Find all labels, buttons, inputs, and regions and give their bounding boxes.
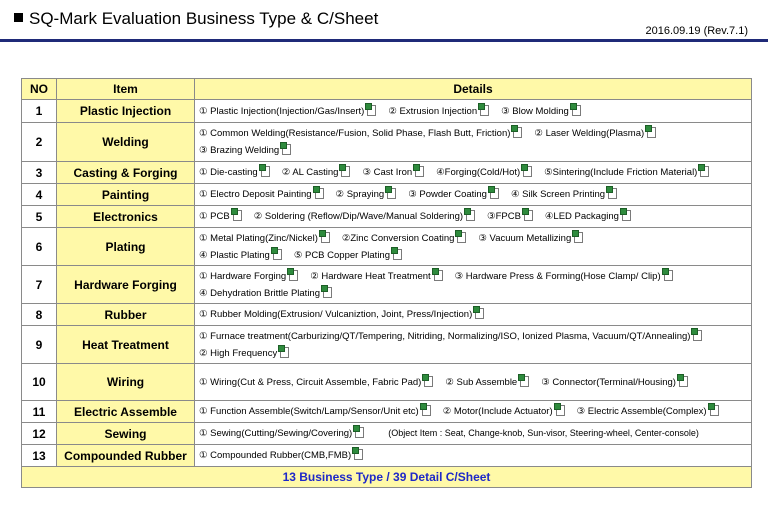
detail-item-label: ③ Brazing Welding <box>199 145 280 156</box>
excel-file-icon[interactable] <box>554 403 565 416</box>
detail-item-label: ③ Powder Coating <box>408 189 487 200</box>
detail-line <box>199 328 747 345</box>
detail-cell <box>195 206 752 228</box>
excel-file-icon[interactable] <box>313 186 324 199</box>
business-type-name: Casting & Forging <box>57 162 195 184</box>
detail-item-label: ① Metal Plating(Zinc/Nickel) <box>199 232 318 244</box>
total-summary: 13 Business Type / 39 Detail C/Sheet <box>22 467 752 488</box>
detail-cell <box>195 123 752 162</box>
detail-item-label: ③ Blow Molding <box>501 105 569 117</box>
detail-cell <box>195 401 752 423</box>
row-number: 3 <box>22 162 57 184</box>
detail-cell <box>195 184 752 206</box>
detail-item-label: ② Sub Assemble <box>445 376 518 388</box>
detail-item-label: ②Zinc Conversion Coating <box>341 232 455 244</box>
business-type-name: Heat Treatment <box>57 326 195 364</box>
row-number: 9 <box>22 326 57 364</box>
excel-file-icon[interactable] <box>488 186 499 199</box>
detail-cell <box>195 228 752 266</box>
excel-file-icon[interactable] <box>319 230 330 243</box>
detail-item-label: ⑤ PCB Copper Plating <box>293 249 391 261</box>
table-row <box>22 206 752 228</box>
excel-file-icon[interactable] <box>677 374 688 387</box>
table-header-row <box>22 79 752 100</box>
excel-file-icon[interactable] <box>353 425 364 438</box>
excel-file-icon[interactable] <box>321 285 332 298</box>
detail-line <box>199 142 747 159</box>
column-header-item: Item <box>57 79 195 100</box>
table-row <box>22 184 752 206</box>
excel-file-icon[interactable] <box>572 230 583 243</box>
detail-item-label: ② Spraying <box>335 189 385 200</box>
detail-item-label: ① Compounded Rubber(CMB,FMB) <box>199 450 352 461</box>
detail-cell <box>195 326 752 364</box>
detail-line <box>199 285 747 302</box>
table-row <box>22 228 752 266</box>
detail-line <box>199 125 747 142</box>
detail-item-label: ④LED Packaging <box>544 211 619 222</box>
detail-item-label: ① Hardware Forging <box>199 270 287 282</box>
detail-item-label: ② Motor(Include Actuator) <box>442 406 553 417</box>
detail-cell <box>195 100 752 123</box>
row-number: 1 <box>22 100 57 123</box>
excel-file-icon[interactable] <box>662 268 673 281</box>
table-row <box>22 364 752 401</box>
table-row <box>22 304 752 326</box>
detail-line <box>199 403 747 420</box>
detail-line <box>199 425 747 442</box>
row-number: 13 <box>22 445 57 467</box>
excel-file-icon[interactable] <box>422 374 433 387</box>
table-row <box>22 423 752 445</box>
detail-item-label: ③FPCB <box>487 211 521 222</box>
detail-item-label: ④ Plastic Plating <box>199 249 270 261</box>
detail-item-label: ① Electro Deposit Painting <box>199 189 312 200</box>
detail-item-label: ① Common Welding(Resistance/Fusion, Solid Phase, Flash Butt, Friction) <box>199 128 511 139</box>
detail-item-label: ③ Hardware Press & Forming(Hose Clamp/ Clip) <box>454 270 661 282</box>
detail-line <box>199 247 747 264</box>
page-title <box>14 9 378 29</box>
excel-file-icon[interactable] <box>518 374 529 387</box>
detail-line <box>199 268 747 285</box>
column-header-no: NO <box>22 79 57 100</box>
excel-file-icon[interactable] <box>606 186 617 199</box>
excel-file-icon[interactable] <box>339 164 350 177</box>
excel-file-icon[interactable] <box>708 403 719 416</box>
excel-file-icon[interactable] <box>420 403 431 416</box>
detail-item-label: ② Laser Welding(Plasma) <box>534 128 645 139</box>
excel-file-icon[interactable] <box>570 103 581 116</box>
excel-file-icon[interactable] <box>391 247 402 260</box>
square-bullet-icon <box>14 13 23 22</box>
table-row <box>22 401 752 423</box>
detail-line <box>199 374 747 391</box>
table-row <box>22 326 752 364</box>
detail-item-label: ② AL Casting <box>281 167 339 178</box>
detail-line <box>199 103 747 120</box>
excel-file-icon[interactable] <box>413 164 424 177</box>
detail-item-label: ① Die-casting <box>199 167 258 178</box>
excel-file-icon[interactable] <box>522 208 533 221</box>
detail-cell <box>195 266 752 304</box>
row-number: 7 <box>22 266 57 304</box>
business-type-name: Hardware Forging <box>57 266 195 304</box>
detail-item-label: ② Hardware Heat Treatment <box>310 270 431 282</box>
detail-item-label: ② High Frequency <box>199 347 278 359</box>
detail-item-label: ⑤Sintering(Include Friction Material) <box>544 167 698 178</box>
detail-line <box>199 208 747 225</box>
detail-item-label: ① Sewing(Cutting/Sewing/Covering) <box>199 428 353 439</box>
detail-cell <box>195 364 752 401</box>
excel-file-icon[interactable] <box>645 125 656 138</box>
detail-cell <box>195 304 752 326</box>
row-number: 6 <box>22 228 57 266</box>
detail-item-label: ④ Dehydration Brittle Plating <box>199 287 320 299</box>
excel-file-icon[interactable] <box>385 186 396 199</box>
excel-file-icon[interactable] <box>287 268 298 281</box>
detail-line <box>199 230 747 247</box>
excel-file-icon[interactable] <box>464 208 475 221</box>
detail-item-label: ④ Silk Screen Printing <box>510 189 606 200</box>
table-row <box>22 445 752 467</box>
excel-file-icon[interactable] <box>473 306 484 319</box>
excel-file-icon[interactable] <box>271 247 282 260</box>
row-number: 11 <box>22 401 57 423</box>
business-type-name: Compounded Rubber <box>57 445 195 467</box>
excel-file-icon[interactable] <box>691 328 702 341</box>
total-row <box>22 467 752 488</box>
detail-item-label: ② Soldering (Reflow/Dip/Wave/Manual Soldering) <box>253 211 464 222</box>
excel-file-icon[interactable] <box>365 103 376 116</box>
detail-item-label: ③ Cast Iron <box>362 167 413 178</box>
detail-line <box>199 447 747 464</box>
table-row <box>22 162 752 184</box>
business-type-name: Sewing <box>57 423 195 445</box>
detail-item-label: ③ Connector(Terminal/Housing) <box>541 376 676 388</box>
business-type-name: Electronics <box>57 206 195 228</box>
business-type-name: Painting <box>57 184 195 206</box>
excel-file-icon[interactable] <box>352 447 363 460</box>
detail-item-label: ③ Electric Assemble(Complex) <box>576 406 707 417</box>
page-title-text: SQ-Mark Evaluation Business Type & C/Sheet <box>29 9 379 28</box>
object-item-note: (Object Item : Seat, Change-knob, Sun-visor, Steering-wheel, Center-console) <box>388 428 699 438</box>
excel-file-icon[interactable] <box>259 164 270 177</box>
title-divider <box>0 39 768 42</box>
row-number: 5 <box>22 206 57 228</box>
detail-item-label: ① Plastic Injection(Injection/Gas/Insert) <box>199 105 365 117</box>
detail-line <box>199 306 747 323</box>
detail-item-label: ① Function Assemble(Switch/Lamp/Sensor/Unit etc) <box>199 406 419 417</box>
detail-item-label: ② Extrusion Injection <box>388 105 478 117</box>
table-row <box>22 100 752 123</box>
row-number: 8 <box>22 304 57 326</box>
business-type-name: Wiring <box>57 364 195 401</box>
revision-date: 2016.09.19 (Rev.7.1) <box>645 25 748 37</box>
business-type-name: Plating <box>57 228 195 266</box>
excel-file-icon[interactable] <box>478 103 489 116</box>
detail-item-label: ④Forging(Cold/Hot) <box>436 167 521 178</box>
detail-line <box>199 345 747 362</box>
business-type-name: Rubber <box>57 304 195 326</box>
business-type-name: Electric Assemble <box>57 401 195 423</box>
detail-line <box>199 186 747 203</box>
detail-cell <box>195 423 752 445</box>
excel-file-icon[interactable] <box>620 208 631 221</box>
detail-item-label: ① PCB <box>199 211 230 222</box>
detail-item-label: ① Furnace treatment(Carburizing/QT/Tempering, Nitriding, Normalizing/ISO, Ionized Plasma, Vacuum/QT/Annealing) <box>199 330 691 342</box>
business-type-name: Plastic Injection <box>57 100 195 123</box>
detail-line <box>199 164 747 181</box>
detail-item-label: ① Wiring(Cut & Press, Circuit Assemble, Fabric Pad) <box>199 376 422 388</box>
detail-item-label: ① Rubber Molding(Extrusion/ Vulcaniztion, Joint, Press/Injection) <box>199 309 473 320</box>
business-type-name: Welding <box>57 123 195 162</box>
business-type-table <box>21 78 752 488</box>
excel-file-icon[interactable] <box>511 125 522 138</box>
detail-cell <box>195 445 752 467</box>
row-number: 12 <box>22 423 57 445</box>
row-number: 2 <box>22 123 57 162</box>
table-row <box>22 123 752 162</box>
column-header-details: Details <box>195 79 752 100</box>
table-row <box>22 266 752 304</box>
excel-file-icon[interactable] <box>280 142 291 155</box>
excel-file-icon[interactable] <box>455 230 466 243</box>
excel-file-icon[interactable] <box>432 268 443 281</box>
row-number: 4 <box>22 184 57 206</box>
detail-item-label: ③ Vacuum Metallizing <box>478 232 572 244</box>
excel-file-icon[interactable] <box>521 164 532 177</box>
detail-cell <box>195 162 752 184</box>
excel-file-icon[interactable] <box>278 345 289 358</box>
excel-file-icon[interactable] <box>231 208 242 221</box>
row-number: 10 <box>22 364 57 401</box>
excel-file-icon[interactable] <box>698 164 709 177</box>
